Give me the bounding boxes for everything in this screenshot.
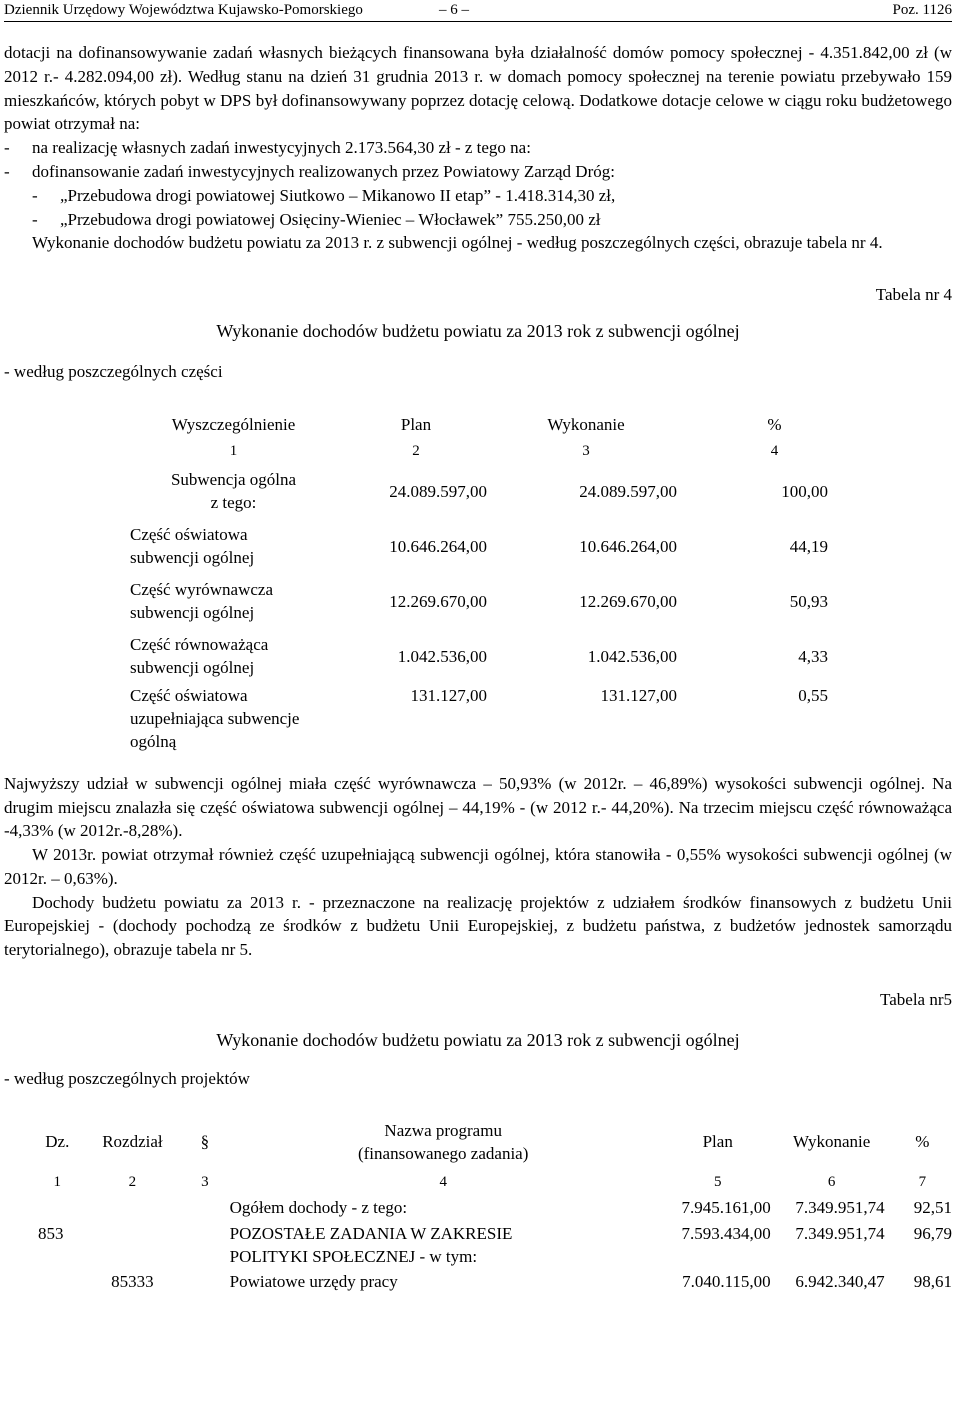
paragraph-eu-projects: Dochody budżetu powiatu za 2013 r. - przeznaczone na realizację projektów z udziałem środków finansowych z budżetu Unii Europejskiej - (dochody pochodzą ze środków z budżetu Unii Europejskiej, z budżetu państwa, z budżetów jednostek samorządu terytorialnego), obrazuje tabela nr 5.	[4, 892, 952, 960]
position-number: Poz. 1126	[892, 2, 952, 18]
table-header-row: Dz. Rozdział § Nazwa programu (finansowanego zadania) Plan Wykonanie %	[45, 1120, 930, 1163]
table5-label: Tabela nr5	[880, 990, 952, 1010]
table-row: Część oświatowa uzupełniająca subwencje ogólną 131.127,00 131.127,00 0,55	[130, 685, 828, 751]
subsidy-table	[126, 414, 832, 754]
journal-title: Dziennik Urzędowy Województwa Kujawsko-Pomorskiego	[4, 2, 363, 18]
paragraph-dps: dotacji na dofinansowywanie zadań własnych bieżących finansowana była działalność domów pomocy społecznej - 4.351.842,00 zł (w 2012 r.- 4.282.094,00 zł). Według stanu na dzień 31 grudnia 2013 r. w domach pomocy społecznej na terenie powiatu przebywało 159 mieszkańców, których pobyt w DPS był dofinansowywany poprzez dotację celową. Dodatkowe dotacje celowe w ciągu roku budżetowego powiat otrzymał na:	[4, 43, 952, 134]
table-row: Subwencja ogólna z tego: 24.089.597,00 24.089.597,00 100,00	[170, 470, 828, 513]
list-subitem: - „Przebudowa drogi powiatowej Siutkowo – Mikanowo II etap” - 1.418.314,30 zł,	[32, 185, 616, 205]
table4-title: Wykonanie dochodów budżetu powiatu za 2013 rok z subwencji ogólnej	[216, 320, 740, 341]
table-row: Ogółem dochody - z tego: 7.945.161,00 7.349.951,74 92,51	[229, 1198, 952, 1218]
table4-label: Tabela nr 4	[875, 285, 952, 305]
table5-subtitle: - według poszczególnych projektów	[4, 1069, 250, 1089]
table-row: 853 POZOSTAŁE ZADANIA W ZAKRESIE POLITYKI SPOŁECZNEJ - w tym: 7.593.434,00 7.349.951,74 96,79	[38, 1223, 952, 1266]
table4-subtitle: - według poszczególnych części	[4, 362, 223, 382]
table5-title: Wykonanie dochodów budżetu powiatu za 2013 rok z subwencji ogólnej	[216, 1029, 740, 1050]
paragraph-supplement: W 2013r. powiat otrzymał również część uzupełniającą subwencji ogólnej, która stanowiła - 0,55% wysokości subwencji ogólnej (w 2012r. – 0,63%).	[4, 845, 952, 888]
list-subitem: - „Przebudowa drogi powiatowej Osięciny-Wieniec – Włocławek” 755.250,00 zł	[32, 209, 601, 229]
table-header-row: Wyszczególnienie Plan Wykonanie %	[171, 414, 782, 434]
table-number-row: 1 2 3 4 5 6 7	[53, 1173, 927, 1190]
table-row: 85333 Powiatowe urzędy pracy 7.040.115,00 6.942.340,47 98,61	[111, 1272, 952, 1292]
list-item: - dofinansowanie zadań inwestycyjnych realizowanych przez Powiatowy Zarząd Dróg:	[4, 161, 615, 181]
document-page	[4, 0, 952, 1297]
table-number-row: 1 2 3 4	[229, 442, 779, 459]
list-item: - na realizację własnych zadań inwestycyjnych 2.173.564,30 zł - z tego na:	[4, 138, 531, 158]
page-header	[4, 0, 952, 22]
paragraph-shares: Najwyższy udział w subwencji ogólnej miała część wyrównawcza – 50,93% (w 2012r. – 46,89%) wysokości subwencji ogólnej. Na drugim miejscu znalazła się część oświatowa subwencji ogólnej – 44,19% - (w 2012 r.- 44,20%). Na trzecim miejscu część równoważąca -4,33% (w 2012r.-8,28%).	[4, 773, 952, 841]
page-number: – 6 –	[439, 2, 469, 18]
table-row: Część oświatowa subwencji ogólnej 10.646.264,00 10.646.264,00 44,19	[130, 525, 828, 568]
paragraph-table4-intro: Wykonanie dochodów budżetu powiatu za 2013 r. z subwencji ogólnej - według poszczególnych części, obrazuje tabela nr 4.	[32, 233, 883, 253]
eu-projects-table	[34, 1117, 956, 1297]
table-row: Część wyrównawcza subwencji ogólnej 12.269.670,00 12.269.670,00 50,93	[130, 580, 828, 623]
table-row: Część równoważąca subwencji ogólnej 1.042.536,00 1.042.536,00 4,33	[130, 635, 828, 678]
